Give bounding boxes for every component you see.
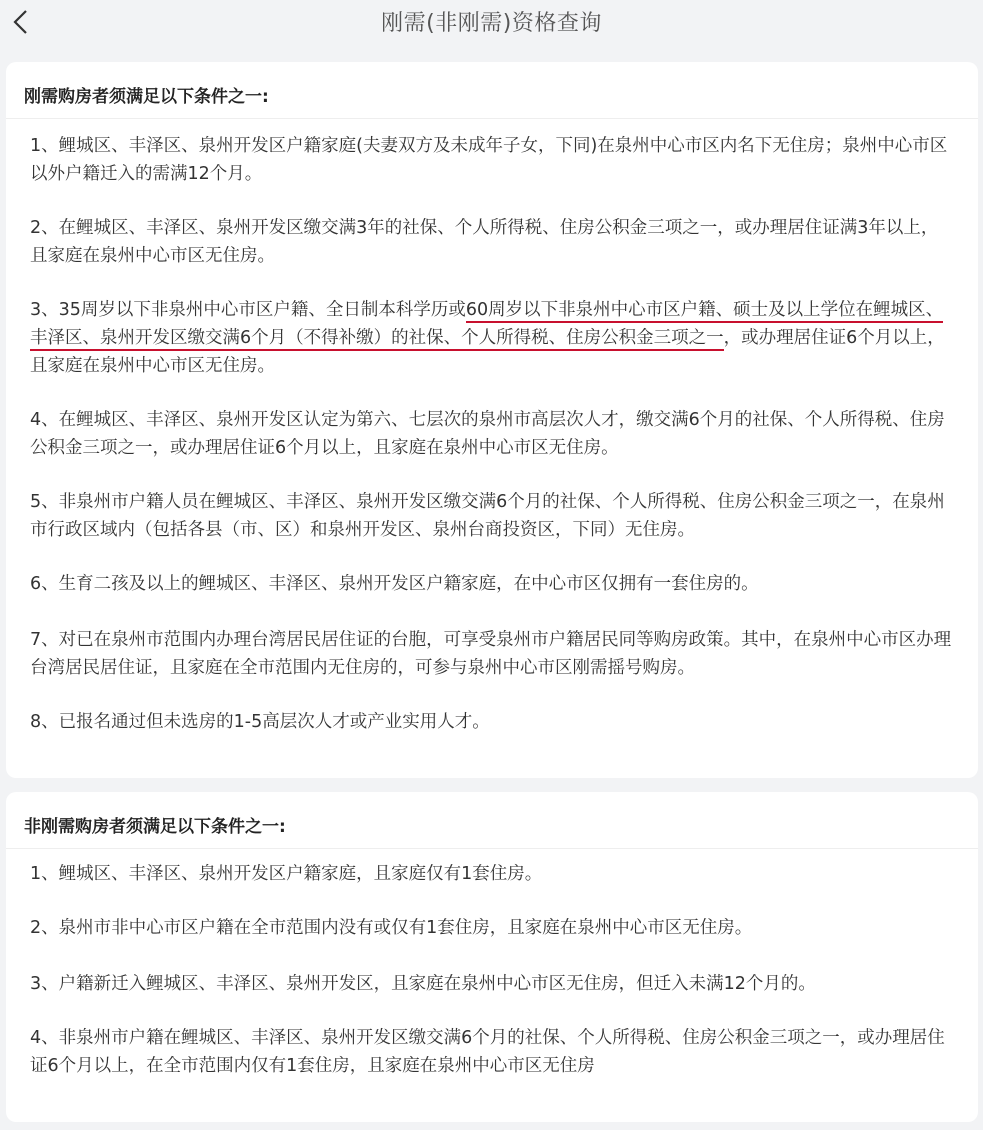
condition-item: 8、已报名通过但未选房的1-5高层次人才或产业实用人才。 — [30, 712, 490, 732]
rigid-demand-card — [6, 62, 978, 778]
condition-item: 4、在鲤城区、丰泽区、泉州开发区认定为第六、七层次的泉州市高层次人才，缴交满6个月的社保、个人所得税、住房公积金三项之一，或办理居住证6个月以上，且家庭在泉州中心市区无住房。 — [30, 410, 945, 458]
condition-item: 2、泉州市非中心市区户籍在全市范围内没有或仅有1套住房，且家庭在泉州中心市区无住房。 — [30, 918, 753, 938]
condition-text: ，或办理居住证6个月以上，且家庭在泉州中心市区无住房。 — [30, 328, 945, 376]
condition-item: 1、鲤城区、丰泽区、泉州开发区户籍家庭(夫妻双方及未成年子女，下同)在泉州中心市区内名下无住房；泉州中心市区以外户籍迁入的需满12个月。 — [30, 136, 948, 184]
underlined-text: 60周岁以下非泉州中心市区户籍、硕士及以上学位在鲤城区、丰泽区、泉州开发区缴交满6个月（不得补缴）的社保、个人所得税、住房公积金三项之一 — [30, 300, 943, 351]
condition-item: 7、对已在泉州市范围内办理台湾居民居住证的台胞，可享受泉州市户籍居民同等购房政策。其中，在泉州中心市区办理台湾居民居住证，且家庭在全市范围内无住房的，可参与泉州中心市区刚需摇号购房。 — [30, 630, 952, 678]
condition-item: 5、非泉州市户籍人员在鲤城区、丰泽区、泉州开发区缴交满6个月的社保、个人所得税、住房公积金三项之一，在泉州市行政区域内（包括各县（市、区）和泉州开发区、泉州台商投资区，下同）无住房。 — [30, 492, 945, 540]
condition-item-highlighted — [30, 296, 954, 380]
condition-item: 6、生育二孩及以上的鲤城区、丰泽区、泉州开发区户籍家庭，在中心市区仅拥有一套住房的。 — [30, 574, 759, 594]
page-title: 刚需(非刚需)资格查询 — [381, 11, 602, 36]
top-bar — [0, 0, 983, 44]
condition-text: 3、35周岁以下非泉州中心市区户籍、全日制本科学历或 — [30, 300, 466, 320]
condition-item: 3、户籍新迁入鲤城区、丰泽区、泉州开发区，且家庭在泉州中心市区无住房，但迁入未满12个月的。 — [30, 974, 816, 994]
non-rigid-demand-heading: 非刚需购房者须满足以下条件之一: — [6, 792, 978, 849]
condition-item: 4、非泉州市户籍在鲤城区、丰泽区、泉州开发区缴交满6个月的社保、个人所得税、住房公积金三项之一，或办理居住证6个月以上，在全市范围内仅有1套住房，且家庭在泉州中心市区无住房 — [30, 1028, 945, 1076]
condition-item: 1、鲤城区、丰泽区、泉州开发区户籍家庭，且家庭仅有1套住房。 — [30, 864, 543, 884]
non-rigid-demand-card — [6, 792, 978, 1122]
rigid-demand-heading: 刚需购房者须满足以下条件之一: — [6, 62, 978, 119]
condition-item: 2、在鲤城区、丰泽区、泉州开发区缴交满3年的社保、个人所得税、住房公积金三项之一，或办理居住证满3年以上，且家庭在泉州中心市区无住房。 — [30, 218, 939, 266]
